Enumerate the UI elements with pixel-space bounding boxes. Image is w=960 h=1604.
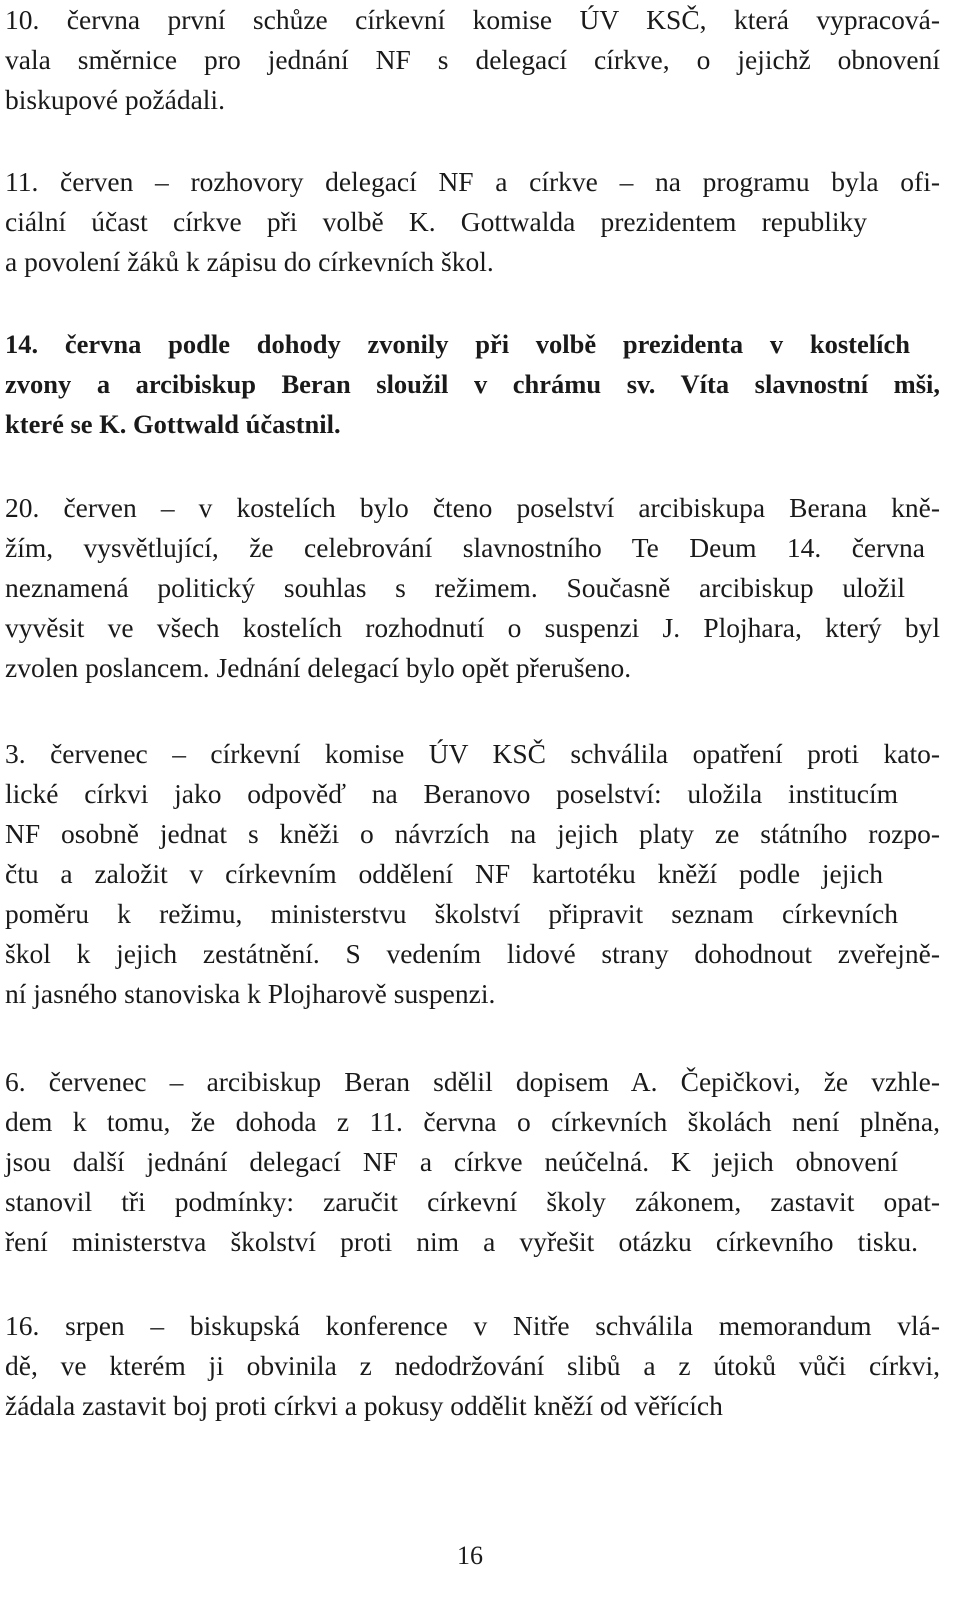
- text-line: ní jasného stanoviska k Plojharově suspenzi.: [5, 978, 496, 1009]
- text-line: poměru k režimu, ministerstvu školství připravit seznam církevních: [5, 898, 898, 929]
- text-line: vyvěsit ve všech kostelích rozhodnutí o suspenzi J. Plojhara, který byl: [5, 612, 940, 643]
- text-line: biskupové požádali.: [5, 84, 225, 115]
- text-line: ciální účast církve při volbě K. Gottwalda prezidentem republiky: [5, 206, 867, 237]
- text-line: 11. červen – rozhovory delegací NF a církve – na programu byla ofi-: [5, 166, 940, 197]
- text-line: 16. srpen – biskupská konference v Nitře schválila memorandum vlá-: [5, 1310, 940, 1341]
- page-number: 16: [457, 1541, 483, 1570]
- text-line: NF osobně jednat s kněži o návrzích na jejich platy ze státního rozpo-: [5, 818, 940, 849]
- text-line: 14. června podle dohody zvonily při volbě prezidenta v kostelích: [5, 329, 910, 359]
- text-line: škol k jejich zestátnění. S vedením lidové strany dohodnout zveřejně-: [5, 938, 940, 969]
- text-line: které se K. Gottwald účastnil.: [5, 409, 341, 439]
- text-line: 20. červen – v kostelích bylo čteno poselství arcibiskupa Berana kně-: [5, 492, 940, 523]
- text-line: dem k tomu, že dohoda z 11. června o církevních školách není plněna,: [5, 1106, 940, 1137]
- text-line: čtu a založit v církevním oddělení NF kartotéku kněží podle jejich: [5, 858, 883, 889]
- text-line: zvony a arcibiskup Beran sloužil v chrámu sv. Víta slavnostní mši,: [5, 369, 940, 399]
- entry-11-cerven: [5, 162, 940, 282]
- text-line: jsou další jednání delegací NF a církve neúčelná. K jejich obnovení: [5, 1146, 898, 1177]
- text-line: vala směrnice pro jednání NF s delegací církve, o jejichž obnovení: [5, 44, 940, 75]
- text-line: neznamená politický souhlas s režimem. Současně arcibiskup uložil: [5, 572, 905, 603]
- text-line: 6. červenec – arcibiskup Beran sdělil dopisem A. Čepičkovi, že vzhle-: [5, 1066, 940, 1097]
- text-line: žádala zastavit boj proti církvi a pokusy oddělit kněží od věřících: [5, 1390, 723, 1421]
- entry-16-srpen: [5, 1306, 940, 1426]
- text-line: 10. června první schůze církevní komise ÚV KSČ, která vypracová-: [5, 4, 940, 35]
- entry-14-cervna: [5, 324, 940, 444]
- entry-20-cerven: [5, 488, 940, 688]
- text-line: a povolení žáků k zápisu do církevních škol.: [5, 246, 494, 277]
- text-line: ření ministerstva školství proti nim a vyřešit otázku církevního tisku.: [5, 1226, 918, 1257]
- entry-6-cervenec: [5, 1062, 940, 1262]
- text-line: zvolen poslancem. Jednání delegací bylo opět přerušeno.: [5, 652, 632, 683]
- text-line: 3. červenec – církevní komise ÚV KSČ schválila opatření proti kato-: [5, 738, 940, 769]
- text-line: žím, vysvětlující, že celebrování slavnostního Te Deum 14. června: [5, 532, 925, 563]
- text-line: stanovil tři podmínky: zaručit církevní školy zákonem, zastavit opat-: [5, 1186, 940, 1217]
- text-line: lické církvi jako odpověď na Beranovo poselství: uložila institucím: [5, 778, 898, 809]
- entry-10-cervna: [5, 0, 940, 120]
- entry-3-cervenec: [5, 734, 940, 1014]
- text-line: dě, ve kterém ji obvinila z nedodržování slibů a z útoků vůči církvi,: [5, 1350, 940, 1381]
